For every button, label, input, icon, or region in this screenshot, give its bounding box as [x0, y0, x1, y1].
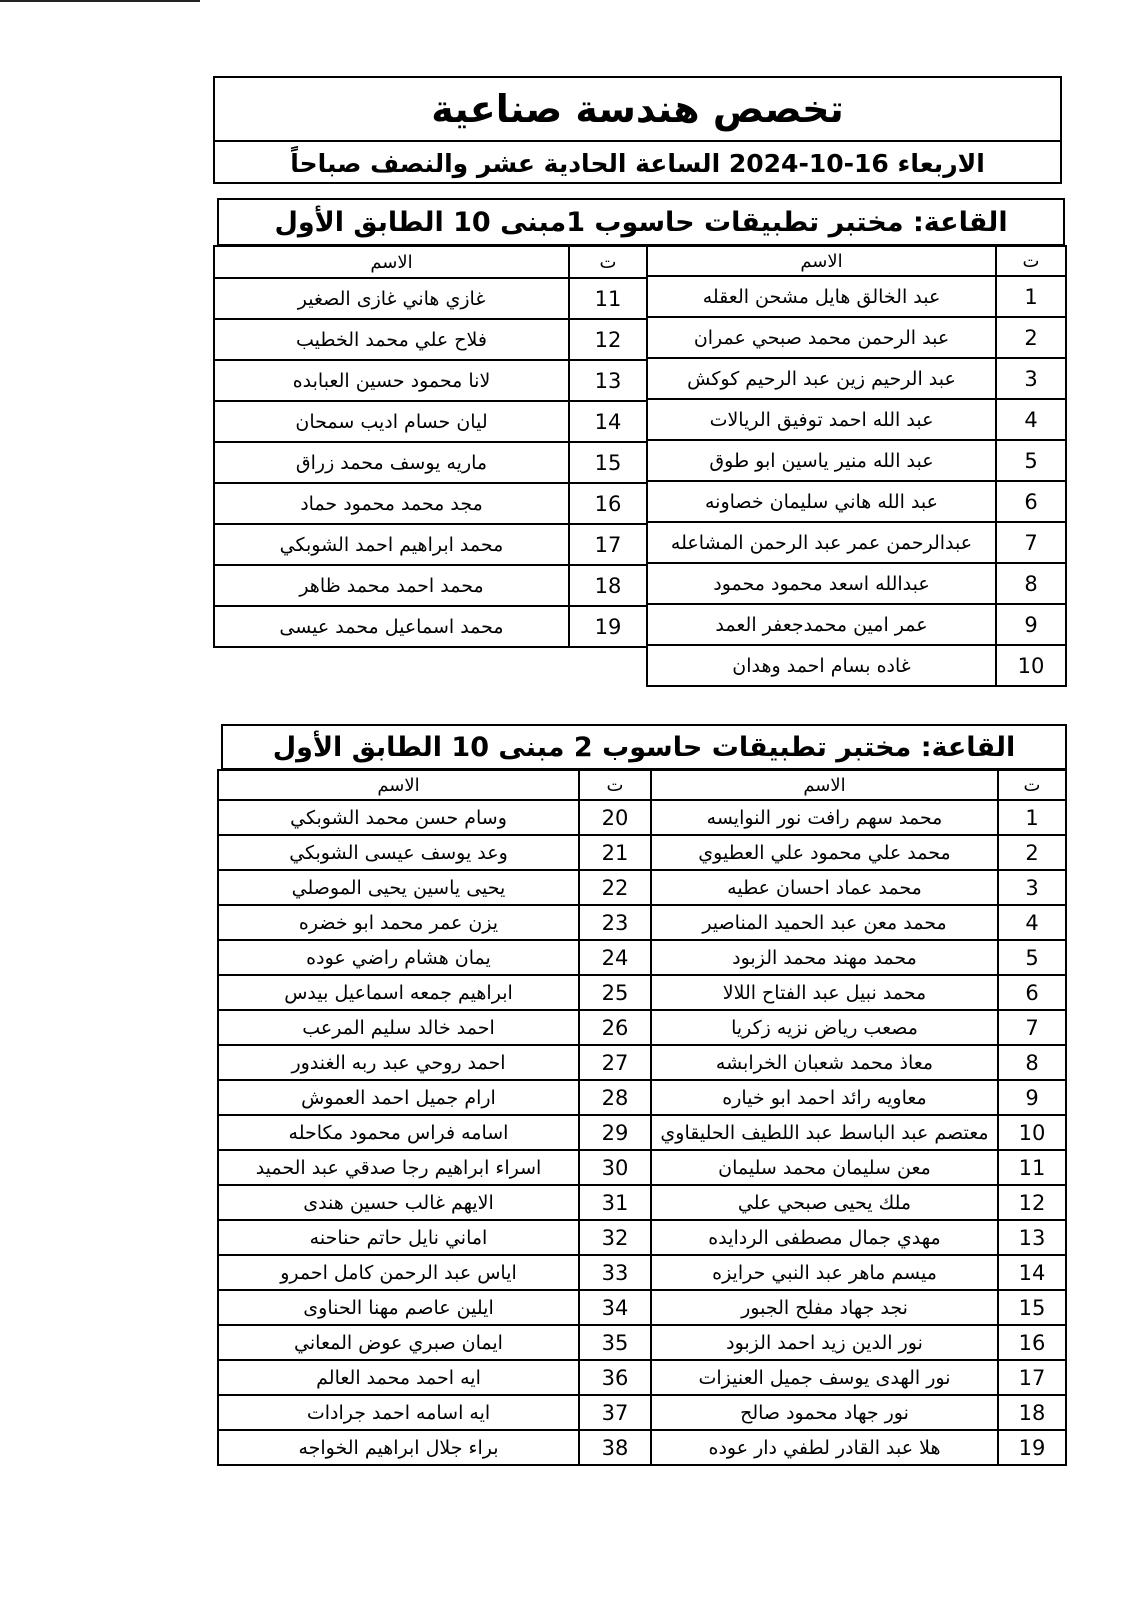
- student-name: نور جهاد محمود صالح: [651, 1395, 998, 1430]
- table-row: [647, 276, 1066, 317]
- student-name: وسام حسن محمد الشوبكي: [218, 800, 579, 835]
- table-row: [218, 940, 651, 975]
- student-name: اياس عبد الرحمن كامل احمرو: [218, 1255, 579, 1290]
- row-number: 10: [996, 645, 1066, 686]
- student-name: يزن عمر محمد ابو خضره: [218, 905, 579, 940]
- row-number: 10: [998, 1115, 1066, 1150]
- row-number: 6: [998, 975, 1066, 1010]
- student-name: هلا عبد القادر لطفي دار عوده: [651, 1430, 998, 1465]
- row-number: 38: [579, 1430, 651, 1465]
- table-row: [218, 1080, 651, 1115]
- row-number: 18: [998, 1395, 1066, 1430]
- row-number: 28: [579, 1080, 651, 1115]
- table-row: [647, 604, 1066, 645]
- student-name: معاذ محمد شعبان الخرابشه: [651, 1045, 998, 1080]
- row-number: 14: [569, 401, 647, 442]
- row-number: 7: [998, 1010, 1066, 1045]
- row-number: 4: [998, 905, 1066, 940]
- student-name: عبد الخالق هايل مشحن العقله: [647, 276, 996, 317]
- table-row: [651, 1255, 1066, 1290]
- hall-1-right-table-wrap: [648, 245, 1067, 687]
- row-number: 27: [579, 1045, 651, 1080]
- row-number: 36: [579, 1360, 651, 1395]
- row-number: 35: [579, 1325, 651, 1360]
- student-name: ميسم ماهر عبد النبي حرايزه: [651, 1255, 998, 1290]
- row-number: 4: [996, 399, 1066, 440]
- student-name: لانا محمود حسين العبابده: [214, 360, 569, 401]
- row-number: 33: [579, 1255, 651, 1290]
- row-number: 24: [579, 940, 651, 975]
- table-row: [651, 1010, 1066, 1045]
- table-row: [647, 440, 1066, 481]
- student-name: عبد الله منير ياسين ابو طوق: [647, 440, 996, 481]
- row-number: 2: [998, 835, 1066, 870]
- table-row: [647, 481, 1066, 522]
- row-number: 21: [579, 835, 651, 870]
- table-row: [214, 524, 647, 565]
- row-number: 37: [579, 1395, 651, 1430]
- column-header-name: الاسم: [651, 770, 998, 800]
- student-name: محمد احمد محمد ظاهر: [214, 565, 569, 606]
- row-number: 16: [569, 483, 647, 524]
- table-row: [218, 1325, 651, 1360]
- table-row: [647, 358, 1066, 399]
- top-edge-line: [0, 0, 200, 2]
- student-name: عبدالرحمن عمر عبد الرحمن المشاعله: [647, 522, 996, 563]
- student-name: عمر امين محمدجعفر العمد: [647, 604, 996, 645]
- table-row: [651, 1080, 1066, 1115]
- student-name: محمد نبيل عبد الفتاح اللالا: [651, 975, 998, 1010]
- row-number: 17: [569, 524, 647, 565]
- student-name: ايلين عاصم مهنا الحناوى: [218, 1290, 579, 1325]
- column-header-number: ت: [579, 770, 651, 800]
- row-number: 18: [569, 565, 647, 606]
- table-row: [651, 1150, 1066, 1185]
- row-number: 8: [998, 1045, 1066, 1080]
- table-row: [218, 1290, 651, 1325]
- student-name: ايه اسامه احمد جرادات: [218, 1395, 579, 1430]
- table-row: [651, 940, 1066, 975]
- student-name: مجد محمد محمود حماد: [214, 483, 569, 524]
- hall-2-left-table: [217, 769, 652, 1466]
- table-row: [218, 1045, 651, 1080]
- row-number: 9: [996, 604, 1066, 645]
- table-row: [651, 835, 1066, 870]
- row-number: 34: [579, 1290, 651, 1325]
- header-row: [218, 770, 651, 800]
- student-name: عبد الله هاني سليمان خصاونه: [647, 481, 996, 522]
- table-row: [214, 565, 647, 606]
- student-name: يمان هشام راضي عوده: [218, 940, 579, 975]
- table-row: [218, 905, 651, 940]
- row-number: 22: [579, 870, 651, 905]
- hall-2-title: القاعة: مختبر تطبيقات حاسوب 2 مبنى 10 الطابق الأول: [221, 724, 1067, 770]
- column-header-number: ت: [998, 770, 1066, 800]
- student-name: محمد سهم رافت نور النوايسه: [651, 800, 998, 835]
- table-row: [214, 401, 647, 442]
- hall-1-left-table-wrap: [217, 245, 648, 648]
- student-name: ارام جميل احمد العموش: [218, 1080, 579, 1115]
- hall-1-right-table: [646, 245, 1067, 687]
- header-row: [647, 246, 1066, 276]
- row-number: 11: [569, 278, 647, 319]
- student-name: عبد الرحمن محمد صبحي عمران: [647, 317, 996, 358]
- row-number: 17: [998, 1360, 1066, 1395]
- row-number: 5: [998, 940, 1066, 975]
- row-number: 11: [998, 1150, 1066, 1185]
- row-number: 32: [579, 1220, 651, 1255]
- header-row: [214, 246, 647, 278]
- row-number: 31: [579, 1185, 651, 1220]
- row-number: 23: [579, 905, 651, 940]
- student-name: نور الدين زيد احمد الزبود: [651, 1325, 998, 1360]
- table-row: [651, 800, 1066, 835]
- student-name: نور الهدى يوسف جميل العنيزات: [651, 1360, 998, 1395]
- student-name: اسامه فراس محمود مكاحله: [218, 1115, 579, 1150]
- row-number: 12: [569, 319, 647, 360]
- table-row: [218, 1115, 651, 1150]
- row-number: 16: [998, 1325, 1066, 1360]
- row-number: 8: [996, 563, 1066, 604]
- row-number: 1: [996, 276, 1066, 317]
- table-row: [651, 1325, 1066, 1360]
- row-number: 12: [998, 1185, 1066, 1220]
- row-number: 7: [996, 522, 1066, 563]
- table-row: [651, 1115, 1066, 1150]
- row-number: 15: [569, 442, 647, 483]
- row-number: 26: [579, 1010, 651, 1045]
- student-name: عبد الله احمد توفيق الريالات: [647, 399, 996, 440]
- table-row: [218, 1010, 651, 1045]
- student-name: احمد روحي عبد ربه الغندور: [218, 1045, 579, 1080]
- student-name: ليان حسام اديب سمحان: [214, 401, 569, 442]
- student-name: براء جلال ابراهيم الخواجه: [218, 1430, 579, 1465]
- row-number: 19: [569, 606, 647, 647]
- hall-1-left-table: [213, 245, 648, 648]
- table-row: [647, 522, 1066, 563]
- row-number: 1: [998, 800, 1066, 835]
- hall-1-title: القاعة: مختبر تطبيقات حاسوب 1مبنى 10 الطابق الأول: [217, 198, 1065, 246]
- student-name: محمد ابراهيم احمد الشوبكي: [214, 524, 569, 565]
- row-number: 9: [998, 1080, 1066, 1115]
- table-row: [218, 1255, 651, 1290]
- table-row: [651, 1360, 1066, 1395]
- student-name: اسراء ابراهيم رجا صدقي عبد الحميد: [218, 1150, 579, 1185]
- student-name: عبدالله اسعد محمود محمود: [647, 563, 996, 604]
- student-name: فلاح علي محمد الخطيب: [214, 319, 569, 360]
- table-row: [647, 563, 1066, 604]
- student-name: معن سليمان محمد سليمان: [651, 1150, 998, 1185]
- row-number: 5: [996, 440, 1066, 481]
- table-row: [218, 870, 651, 905]
- student-name: ملك يحيى صبحي علي: [651, 1185, 998, 1220]
- table-row: [214, 483, 647, 524]
- table-row: [651, 1430, 1066, 1465]
- student-name: ايه احمد محمد العالم: [218, 1360, 579, 1395]
- hall-2-right-table: [650, 769, 1067, 1466]
- row-number: 29: [579, 1115, 651, 1150]
- page-title-box: [213, 76, 1062, 184]
- table-row: [218, 1220, 651, 1255]
- student-name: وعد يوسف عيسى الشوبكي: [218, 835, 579, 870]
- student-name: محمد مهند محمد الزبود: [651, 940, 998, 975]
- table-row: [651, 870, 1066, 905]
- row-number: 3: [998, 870, 1066, 905]
- row-number: 6: [996, 481, 1066, 522]
- table-row: [214, 360, 647, 401]
- row-number: 13: [569, 360, 647, 401]
- student-name: محمد اسماعيل محمد عيسى: [214, 606, 569, 647]
- table-row: [218, 1360, 651, 1395]
- table-row: [214, 606, 647, 647]
- column-header-name: الاسم: [214, 246, 569, 278]
- student-name: عبد الرحيم زين عبد الرحيم كوكش: [647, 358, 996, 399]
- hall-1-section: [217, 198, 1065, 246]
- hall-2-section: [221, 724, 1067, 770]
- table-row: [214, 442, 647, 483]
- student-name: مصعب رياض نزيه زكريا: [651, 1010, 998, 1045]
- student-name: ماريه يوسف محمد زراق: [214, 442, 569, 483]
- row-number: 20: [579, 800, 651, 835]
- student-name: غاده بسام احمد وهدان: [647, 645, 996, 686]
- table-row: [651, 1395, 1066, 1430]
- row-number: 14: [998, 1255, 1066, 1290]
- row-number: 19: [998, 1430, 1066, 1465]
- page-title: تخصص هندسة صناعية: [215, 78, 1060, 142]
- table-row: [218, 1395, 651, 1430]
- table-row: [647, 399, 1066, 440]
- row-number: 3: [996, 358, 1066, 399]
- row-number: 13: [998, 1220, 1066, 1255]
- table-row: [218, 1150, 651, 1185]
- student-name: محمد علي محمود علي العطيوي: [651, 835, 998, 870]
- row-number: 25: [579, 975, 651, 1010]
- column-header-number: ت: [996, 246, 1066, 276]
- table-row: [218, 800, 651, 835]
- row-number: 30: [579, 1150, 651, 1185]
- student-name: ايمان صبري عوض المعاني: [218, 1325, 579, 1360]
- student-name: الايهم غالب حسين هندى: [218, 1185, 579, 1220]
- column-header-name: الاسم: [218, 770, 579, 800]
- table-row: [651, 975, 1066, 1010]
- table-row: [214, 319, 647, 360]
- header-row: [651, 770, 1066, 800]
- table-row: [651, 1045, 1066, 1080]
- student-name: مهدي جمال مصطفى الردايده: [651, 1220, 998, 1255]
- table-row: [651, 1290, 1066, 1325]
- hall-2-left-table-wrap: [221, 769, 652, 1466]
- exam-date-time: الاربعاء 16-10-2024 الساعة الحادية عشر والنصف صباحاً: [290, 148, 985, 178]
- student-name: اماني نايل حاتم حناحنه: [218, 1220, 579, 1255]
- student-name: محمد معن عبد الحميد المناصير: [651, 905, 998, 940]
- student-name: معاويه رائد احمد ابو خياره: [651, 1080, 998, 1115]
- table-row: [218, 1430, 651, 1465]
- student-name: احمد خالد سليم المرعب: [218, 1010, 579, 1045]
- row-number: 15: [998, 1290, 1066, 1325]
- student-name: معتصم عبد الباسط عبد اللطيف الحليقاوي: [651, 1115, 998, 1150]
- hall-2-right-table-wrap: [652, 769, 1067, 1466]
- table-row: [218, 1185, 651, 1220]
- table-row: [647, 317, 1066, 358]
- column-header-number: ت: [569, 246, 647, 278]
- student-name: غازي هاني غازى الصغير: [214, 278, 569, 319]
- table-row: [647, 645, 1066, 686]
- table-row: [218, 835, 651, 870]
- column-header-name: الاسم: [647, 246, 996, 276]
- table-row: [651, 1220, 1066, 1255]
- table-row: [218, 975, 651, 1010]
- student-name: نجد جهاد مفلح الجبور: [651, 1290, 998, 1325]
- student-name: ابراهيم جمعه اسماعيل بيدس: [218, 975, 579, 1010]
- row-number: 2: [996, 317, 1066, 358]
- table-row: [651, 1185, 1066, 1220]
- table-row: [214, 278, 647, 319]
- table-row: [651, 905, 1066, 940]
- student-name: محمد عماد احسان عطيه: [651, 870, 998, 905]
- student-name: يحيى ياسين يحيى الموصلي: [218, 870, 579, 905]
